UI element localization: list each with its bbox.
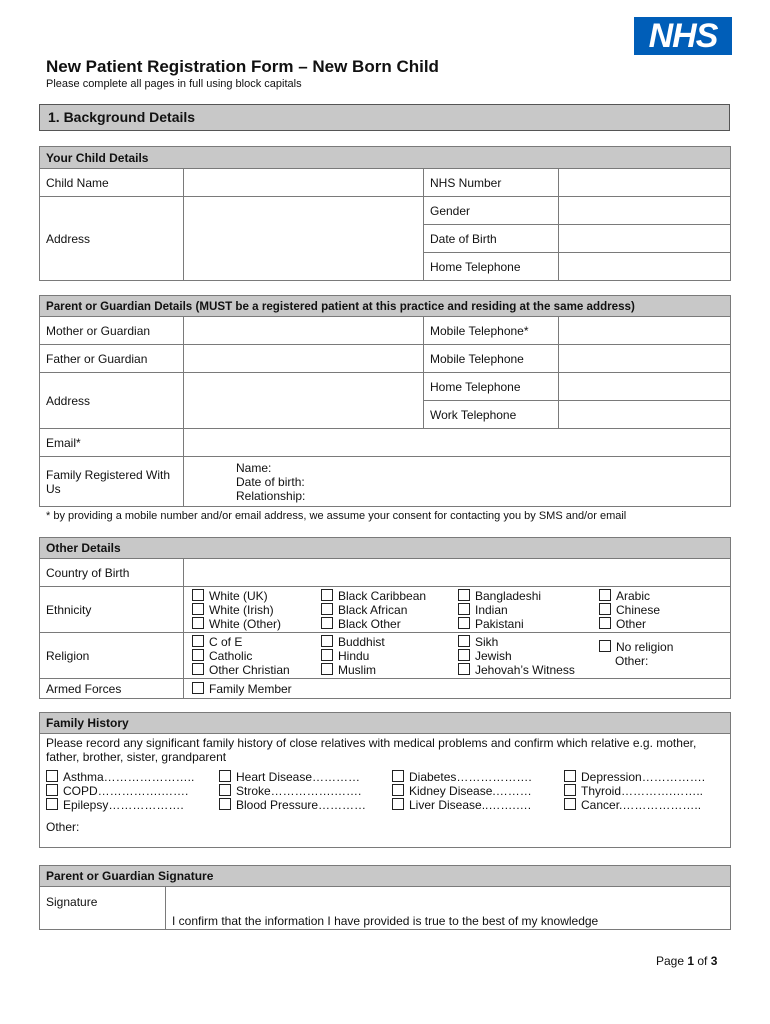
checkbox-icon[interactable] — [192, 635, 204, 647]
checkbox-icon[interactable] — [599, 640, 611, 652]
mobile-field[interactable] — [559, 345, 731, 373]
parent-home-tel-field[interactable] — [559, 373, 731, 401]
ethnicity-option[interactable]: Arabic — [599, 589, 660, 603]
page-number: Page 1 of 3 — [656, 954, 718, 968]
ethnicity-option[interactable]: White (Other) — [192, 617, 321, 631]
checkbox-icon[interactable] — [46, 784, 58, 796]
other-religion-option[interactable]: Other: — [615, 654, 649, 668]
gender-field[interactable] — [559, 197, 731, 225]
checkbox-icon[interactable] — [599, 589, 611, 601]
condition-option[interactable]: COPD…………….……. — [46, 784, 219, 798]
religion-option[interactable]: Jehovah’s Witness — [458, 663, 599, 677]
other-details-header: Other Details — [40, 538, 731, 559]
family-registered-label: Family Registered With Us — [40, 457, 184, 507]
email-field[interactable] — [184, 429, 731, 457]
checkbox-icon[interactable] — [564, 798, 576, 810]
family-history-table — [39, 712, 731, 848]
religion-col — [192, 635, 321, 677]
work-tel-label: Work Telephone — [424, 401, 559, 429]
conditions-col — [46, 770, 219, 812]
parent-home-tel-label: Home Telephone — [424, 373, 559, 401]
mother-label: Mother or Guardian — [40, 317, 184, 345]
religion-option[interactable]: Sikh — [458, 635, 599, 649]
conditions-col — [564, 770, 705, 812]
condition-option[interactable]: Depression……………. — [564, 770, 705, 784]
child-details-header: Your Child Details — [40, 147, 731, 169]
dob-label: Date of Birth — [424, 225, 559, 253]
condition-option[interactable]: Thyroid………….…….. — [564, 784, 705, 798]
parent-details-table — [39, 295, 731, 507]
checkbox-icon[interactable] — [321, 635, 333, 647]
checkbox-icon[interactable] — [321, 663, 333, 675]
religion-option[interactable]: Hindu — [321, 649, 458, 663]
ethnicity-col — [321, 589, 458, 631]
ethnicity-col — [599, 589, 660, 631]
checkbox-icon[interactable] — [458, 635, 470, 647]
ethnicity-option[interactable]: Black Other — [321, 617, 458, 631]
signature-field[interactable] — [166, 887, 731, 930]
ethnicity-option[interactable]: Other — [599, 617, 660, 631]
condition-option[interactable]: Diabetes………………. — [392, 770, 564, 784]
checkbox-icon[interactable] — [46, 770, 58, 782]
signature-statement: I confirm that the information I have provided is true to the best of my knowledge — [172, 914, 599, 928]
parent-address-field[interactable] — [184, 373, 424, 429]
family-history-body[interactable] — [40, 734, 731, 848]
checkbox-icon[interactable] — [321, 649, 333, 661]
mobile-req-field[interactable] — [559, 317, 731, 345]
work-tel-field[interactable] — [559, 401, 731, 429]
parent-details-header: Parent or Guardian Details (MUST be a registered patient at this practice and residing at the same address) — [40, 296, 731, 317]
conditions-col — [219, 770, 392, 812]
religion-option[interactable]: Jewish — [458, 649, 599, 663]
religion-options — [184, 633, 731, 679]
checkbox-icon[interactable] — [564, 784, 576, 796]
checkbox-icon[interactable] — [458, 603, 470, 615]
signature-table — [39, 865, 731, 930]
family-registered-field[interactable] — [184, 457, 731, 507]
checkbox-icon[interactable] — [392, 784, 404, 796]
checkbox-icon[interactable] — [321, 589, 333, 601]
child-address-field[interactable] — [184, 197, 424, 281]
section-heading: 1. Background Details — [39, 104, 730, 131]
conditions-col — [392, 770, 564, 812]
checkbox-icon[interactable] — [192, 617, 204, 629]
checkbox-icon[interactable] — [392, 770, 404, 782]
checkbox-icon[interactable] — [458, 663, 470, 675]
religion-option[interactable]: Other Christian — [192, 663, 321, 677]
religion-label: Religion — [40, 633, 184, 679]
nhs-number-field[interactable] — [559, 169, 731, 197]
no-religion-option[interactable]: No religion — [599, 640, 673, 654]
ethnicity-option[interactable]: Indian — [458, 603, 599, 617]
checkbox-icon[interactable] — [192, 663, 204, 675]
checkbox-icon[interactable] — [599, 603, 611, 615]
checkbox-icon[interactable] — [321, 603, 333, 615]
checkbox-icon[interactable] — [458, 649, 470, 661]
child-address-label: Address — [40, 197, 184, 281]
religion-col — [458, 635, 599, 677]
family-history-other-label: Other: — [46, 820, 80, 834]
ethnicity-col — [192, 589, 321, 631]
father-label: Father or Guardian — [40, 345, 184, 373]
ethnicity-col — [458, 589, 599, 631]
armed-forces-option[interactable]: Family Member — [184, 679, 731, 699]
form-title: New Patient Registration Form – New Born Child — [46, 57, 439, 76]
religion-option[interactable]: Muslim — [321, 663, 458, 677]
dob-field[interactable] — [559, 225, 731, 253]
signature-header: Parent or Guardian Signature — [40, 866, 731, 887]
religion-option[interactable]: Buddhist — [321, 635, 458, 649]
child-name-label: Child Name — [40, 169, 184, 197]
checkbox-icon[interactable] — [219, 784, 231, 796]
ethnicity-option[interactable]: Pakistani — [458, 617, 599, 631]
mobile-req-label: Mobile Telephone* — [424, 317, 559, 345]
ethnicity-option[interactable]: White (UK) — [192, 589, 321, 603]
family-dob-label: Date of birth: — [236, 474, 305, 489]
mother-field[interactable] — [184, 317, 424, 345]
armed-forces-label: Armed Forces — [40, 679, 184, 699]
family-history-header: Family History — [40, 713, 731, 734]
checkbox-icon[interactable] — [458, 589, 470, 601]
religion-col — [599, 635, 673, 677]
checkbox-icon[interactable] — [46, 798, 58, 810]
ethnicity-option[interactable]: Black African — [321, 603, 458, 617]
condition-option[interactable]: Liver Disease..…….…. — [392, 798, 564, 812]
other-details-table — [39, 537, 731, 699]
checkbox-icon[interactable] — [599, 617, 611, 629]
condition-option[interactable]: Asthma………………….. — [46, 770, 219, 784]
father-field[interactable] — [184, 345, 424, 373]
email-label: Email* — [40, 429, 184, 457]
conditions-grid — [46, 770, 724, 812]
checkbox-icon[interactable] — [564, 770, 576, 782]
mobile-label: Mobile Telephone — [424, 345, 559, 373]
ethnicity-label: Ethnicity — [40, 587, 184, 633]
religion-col — [321, 635, 458, 677]
country-field[interactable] — [184, 559, 731, 587]
condition-option[interactable]: Stroke…………….……. — [219, 784, 392, 798]
checkbox-icon[interactable] — [458, 617, 470, 629]
family-history-intro: Please record any significant family history of close relatives with medical problems and confirm which relative e.g. mother, father, brother, sister, grandparent — [46, 736, 697, 764]
ethnicity-option[interactable]: Black Caribbean — [321, 589, 458, 603]
signature-label: Signature — [40, 887, 166, 930]
condition-option[interactable]: Blood Pressure………… — [219, 798, 392, 812]
child-name-field[interactable] — [184, 169, 424, 197]
checkbox-icon[interactable] — [192, 682, 204, 694]
ethnicity-options — [184, 587, 731, 633]
checkbox-icon[interactable] — [219, 798, 231, 810]
family-name-label: Name: — [236, 460, 272, 475]
nhs-number-label: NHS Number — [424, 169, 559, 197]
condition-option[interactable]: Epilepsy………………. — [46, 798, 219, 812]
form-subtitle: Please complete all pages in full using block capitals — [46, 78, 302, 90]
checkbox-icon[interactable] — [192, 603, 204, 615]
checkbox-icon[interactable] — [192, 649, 204, 661]
family-relationship-label: Relationship: — [236, 488, 306, 503]
religion-option[interactable]: Catholic — [192, 649, 321, 663]
gender-label: Gender — [424, 197, 559, 225]
checkbox-icon[interactable] — [321, 617, 333, 629]
parent-address-label: Address — [40, 373, 184, 429]
nhs-logo: NHS — [634, 17, 732, 55]
child-details-table — [39, 146, 731, 281]
child-home-tel-label: Home Telephone — [424, 253, 559, 281]
checkbox-icon[interactable] — [392, 798, 404, 810]
ethnicity-option[interactable]: Chinese — [599, 603, 660, 617]
condition-option[interactable]: Cancer.……………….. — [564, 798, 705, 812]
consent-note: * by providing a mobile number and/or email address, we assume your consent for contacting you by SMS and/or email — [46, 510, 627, 522]
child-home-tel-field[interactable] — [559, 253, 731, 281]
checkbox-icon[interactable] — [192, 589, 204, 601]
condition-option[interactable]: Heart Disease………… — [219, 770, 392, 784]
ethnicity-option[interactable]: White (Irish) — [192, 603, 321, 617]
condition-option[interactable]: Kidney Disease.……… — [392, 784, 564, 798]
ethnicity-option[interactable]: Bangladeshi — [458, 589, 599, 603]
country-label: Country of Birth — [40, 559, 184, 587]
checkbox-icon[interactable] — [219, 770, 231, 782]
religion-option[interactable]: C of E — [192, 635, 321, 649]
